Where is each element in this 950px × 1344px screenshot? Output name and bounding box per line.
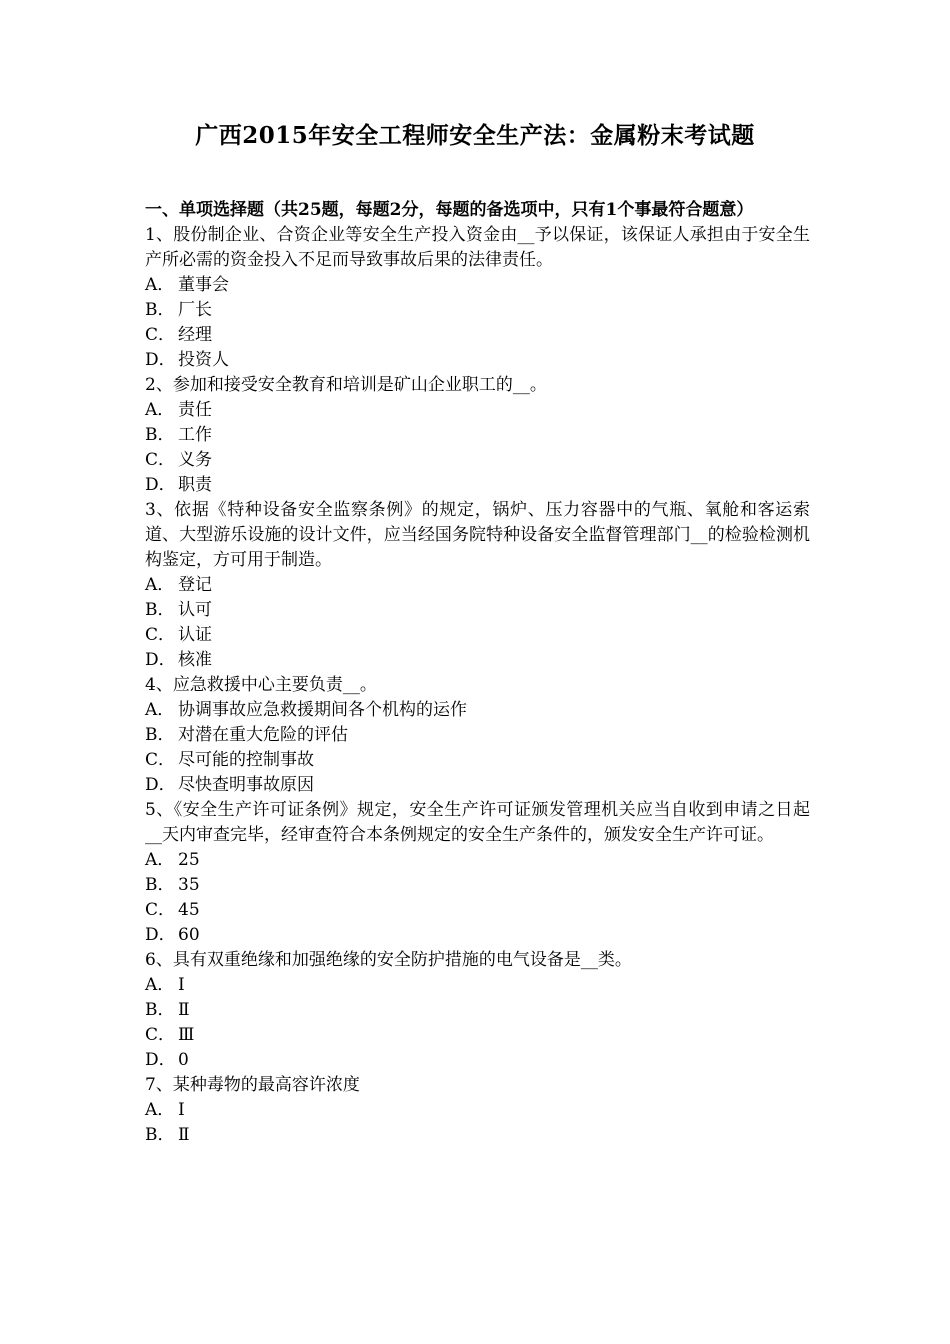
option-c: [145, 1023, 810, 1048]
option-text: 0: [178, 1050, 189, 1070]
option-letter: A．: [145, 850, 175, 870]
option-a: [145, 848, 810, 873]
question-3: [145, 498, 810, 673]
option-text: 45: [178, 900, 200, 920]
option-text: 责任: [178, 400, 212, 420]
option-letter: C．: [145, 900, 176, 920]
option-c: [145, 448, 810, 473]
question-1: [145, 223, 810, 373]
option-letter: C．: [145, 325, 176, 345]
option-text: 工作: [178, 425, 212, 445]
question-5: [145, 798, 810, 948]
option-text: Ⅲ: [178, 1025, 195, 1045]
option-text: 义务: [178, 450, 212, 470]
option-a: [145, 698, 810, 723]
option-letter: D．: [145, 475, 176, 495]
option-letter: C．: [145, 450, 176, 470]
option-a: [145, 398, 810, 423]
option-letter: A．: [145, 575, 175, 595]
option-a: [145, 1098, 810, 1123]
option-b: [145, 723, 810, 748]
document-body: [145, 198, 810, 1148]
option-letter: B．: [145, 425, 175, 445]
option-letter: D．: [145, 650, 176, 670]
option-b: [145, 1123, 810, 1148]
option-letter: B．: [145, 875, 175, 895]
section-heading: 一、单项选择题（共25题，每题2分，每题的备选项中，只有1个事最符合题意）: [145, 200, 754, 220]
option-text: 协调事故应急救援期间各个机构的运作: [178, 700, 467, 720]
option-d: [145, 648, 810, 673]
option-text: 认可: [178, 600, 212, 620]
option-d: [145, 348, 810, 373]
question-7: [145, 1073, 810, 1148]
option-text: 认证: [178, 625, 212, 645]
option-d: [145, 773, 810, 798]
option-text: 25: [178, 850, 200, 870]
option-c: [145, 898, 810, 923]
option-text: 登记: [178, 575, 212, 595]
question-6: [145, 948, 810, 1073]
option-a: [145, 573, 810, 598]
option-letter: C．: [145, 750, 176, 770]
option-d: [145, 923, 810, 948]
option-letter: D．: [145, 925, 176, 945]
question-text: 3、依据《特种设备安全监察条例》的规定，锅炉、压力容器中的气瓶、氧舱和客运索道、大型游乐设施的设计文件，应当经国务院特种设备安全监督管理部门__的检验检测机构鉴定，方可用于制造。: [145, 500, 810, 570]
option-c: [145, 623, 810, 648]
option-text: 60: [178, 925, 200, 945]
option-b: [145, 598, 810, 623]
option-text: 对潜在重大危险的评估: [178, 725, 348, 745]
option-letter: A．: [145, 275, 175, 295]
option-letter: B．: [145, 600, 175, 620]
option-b: [145, 998, 810, 1023]
option-d: [145, 1048, 810, 1073]
option-letter: D．: [145, 350, 176, 370]
option-a: [145, 973, 810, 998]
option-text: 厂长: [178, 300, 212, 320]
option-letter: A．: [145, 700, 175, 720]
option-letter: D．: [145, 775, 176, 795]
option-letter: B．: [145, 300, 175, 320]
question-text: 2、参加和接受安全教育和培训是矿山企业职工的__。: [145, 375, 547, 395]
option-a: [145, 273, 810, 298]
option-c: [145, 323, 810, 348]
option-letter: C．: [145, 625, 176, 645]
option-c: [145, 748, 810, 773]
document-title: 广西2015年安全工程师安全生产法：金属粉末考试题: [195, 122, 755, 149]
option-letter: B．: [145, 1125, 175, 1145]
question-text: 5、《安全生产许可证条例》规定，安全生产许可证颁发管理机关应当自收到申请之日起__天内审查完毕，经审查符合本条例规定的安全生产条件的，颁发安全生产许可证。: [145, 800, 810, 845]
option-text: 职责: [178, 475, 212, 495]
option-text: 经理: [178, 325, 212, 345]
option-letter: A．: [145, 975, 175, 995]
question-text: 6、具有双重绝缘和加强绝缘的安全防护措施的电气设备是__类。: [145, 950, 632, 970]
option-text: Ⅱ: [178, 1000, 190, 1020]
question-2: [145, 373, 810, 498]
question-text: 1、股份制企业、合资企业等安全生产投入资金由__予以保证，该保证人承担由于安全生产所必需的资金投入不足而导致事故后果的法律责任。: [145, 225, 810, 270]
option-letter: D．: [145, 1050, 176, 1070]
option-text: 投资人: [178, 350, 229, 370]
option-letter: A．: [145, 1100, 175, 1120]
option-letter: C．: [145, 1025, 176, 1045]
option-text: Ⅰ: [178, 1100, 185, 1120]
option-letter: B．: [145, 1000, 175, 1020]
option-text: Ⅰ: [178, 975, 185, 995]
option-letter: A．: [145, 400, 175, 420]
option-b: [145, 298, 810, 323]
option-text: 35: [178, 875, 200, 895]
option-b: [145, 873, 810, 898]
option-text: Ⅱ: [178, 1125, 190, 1145]
option-letter: B．: [145, 725, 175, 745]
question-4: [145, 673, 810, 798]
question-text: 7、某种毒物的最高容许浓度: [145, 1075, 360, 1095]
option-text: 尽快查明事故原因: [178, 775, 314, 795]
option-text: 董事会: [178, 275, 229, 295]
question-text: 4、应急救援中心主要负责__。: [145, 675, 377, 695]
option-b: [145, 423, 810, 448]
option-text: 核准: [178, 650, 212, 670]
option-d: [145, 473, 810, 498]
option-text: 尽可能的控制事故: [178, 750, 314, 770]
